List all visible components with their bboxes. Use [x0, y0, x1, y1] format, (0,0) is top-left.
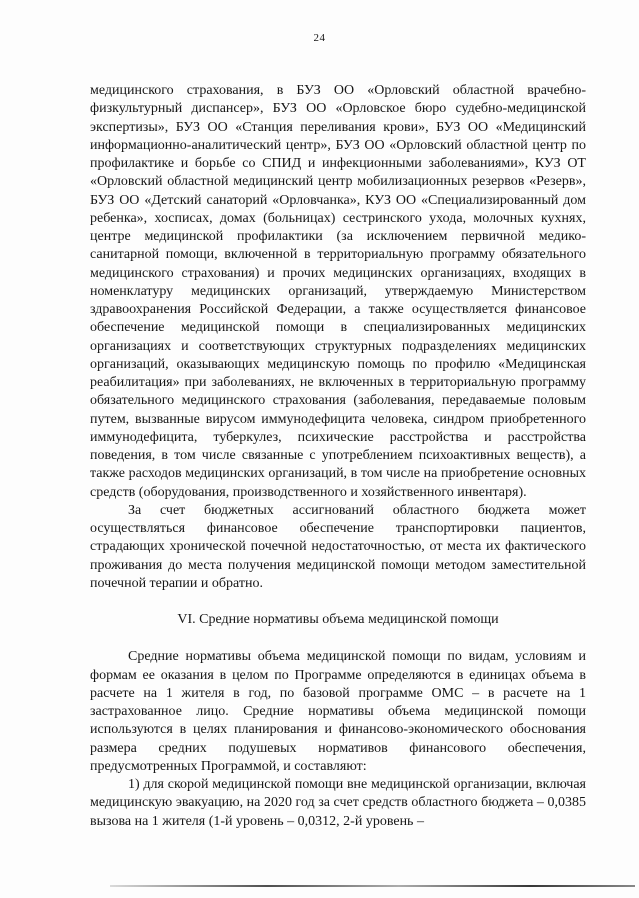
paragraph-average-norms: Средние нормативы объема медицинской помощи по видам, условиям и формам ее оказания в целом по Программе определяются в единицах объема в расчете на 1 жителя в год, по базовой программе ОМС – в расчете на 1 застрахованное лицо. Средние нормативы объема медицинской помощи используются в целях планирования и финансово-экономического обоснования размера средних подушевых нормативов финансового обеспечения, предусмотренных Программой, и составляют:: [90, 649, 586, 774]
scan-edge-line: [110, 885, 635, 887]
page-number: 24: [313, 32, 326, 44]
paragraph-dialysis-transport: За счет бюджетных ассигнований областного бюджета может осуществляться финансовое обеспечение транспортировки пациентов, страдающих хронической почечной недостаточностью, от места их фактического проживания до места получения медицинской помощи методом заместительной почечной терапии и обратно.: [90, 502, 586, 591]
paragraph-continuation: медицинского страхования, в БУЗ ОО «Орловский областной врачебно-физкультурный диспансер», БУЗ ОО «Орловское бюро судебно-медицинской экспертизы», БУЗ ОО «Станция переливания крови», БУЗ ОО «Медицинский информационно-аналитический центр», БУЗ ОО «Орловский областной центр по профилактике и борьбе со СПИД и инфекционными заболеваниями», КУЗ ОТ «Орловский областной медицинский центр мобилизационных резервов «Резерв», БУЗ ОО «Детский санаторий «Орловчанка», КУЗ ОО «Специализированный дом ребенка», хосписах, домах (больницах) сестринского ухода, молочных кухнях, центре медицинской профилактики (за исключением первичной медико-санитарной помощи, включенной в территориальную программу обязательного медицинского страхования) и прочих медицинских организациях, входящих в номенклатуру медицинских организаций, утверждаемую Министерством здравоохранения Российской Федерации, а также осуществляется финансовое обеспечение медицинской помощи в специализированных медицинских организациях и соответствующих структурных подразделениях медицинских организаций, оказывающих медицинскую помощь по профилю «Медицинская реабилитация» при заболеваниях, не включенных в территориальную программу обязательного медицинского страхования (заболевания, передаваемые половым путем, вызванные вирусом иммунодефицита человека, синдром приобретенного иммунодефицита, туберкулез, психические расстройства и расстройства поведения, в том числе связанные с употреблением психоактивных веществ), а также расходов медицинских организаций, в том числе на приобретение основных средств (оборудования, производственного и хозяйственного инвентаря).: [90, 83, 586, 500]
section-heading: VI. Средние нормативы объема медицинской помощи: [177, 612, 499, 627]
paragraph-emergency-care: 1) для скорой медицинской помощи вне медицинской организации, включая медицинскую эвакуацию, на 2020 год за счет средств областного бюджета – 0,0385 вызова на 1 жителя (1-й уровень – 0,0312, 2-й уровень –: [90, 777, 586, 829]
document-body: [90, 82, 586, 831]
